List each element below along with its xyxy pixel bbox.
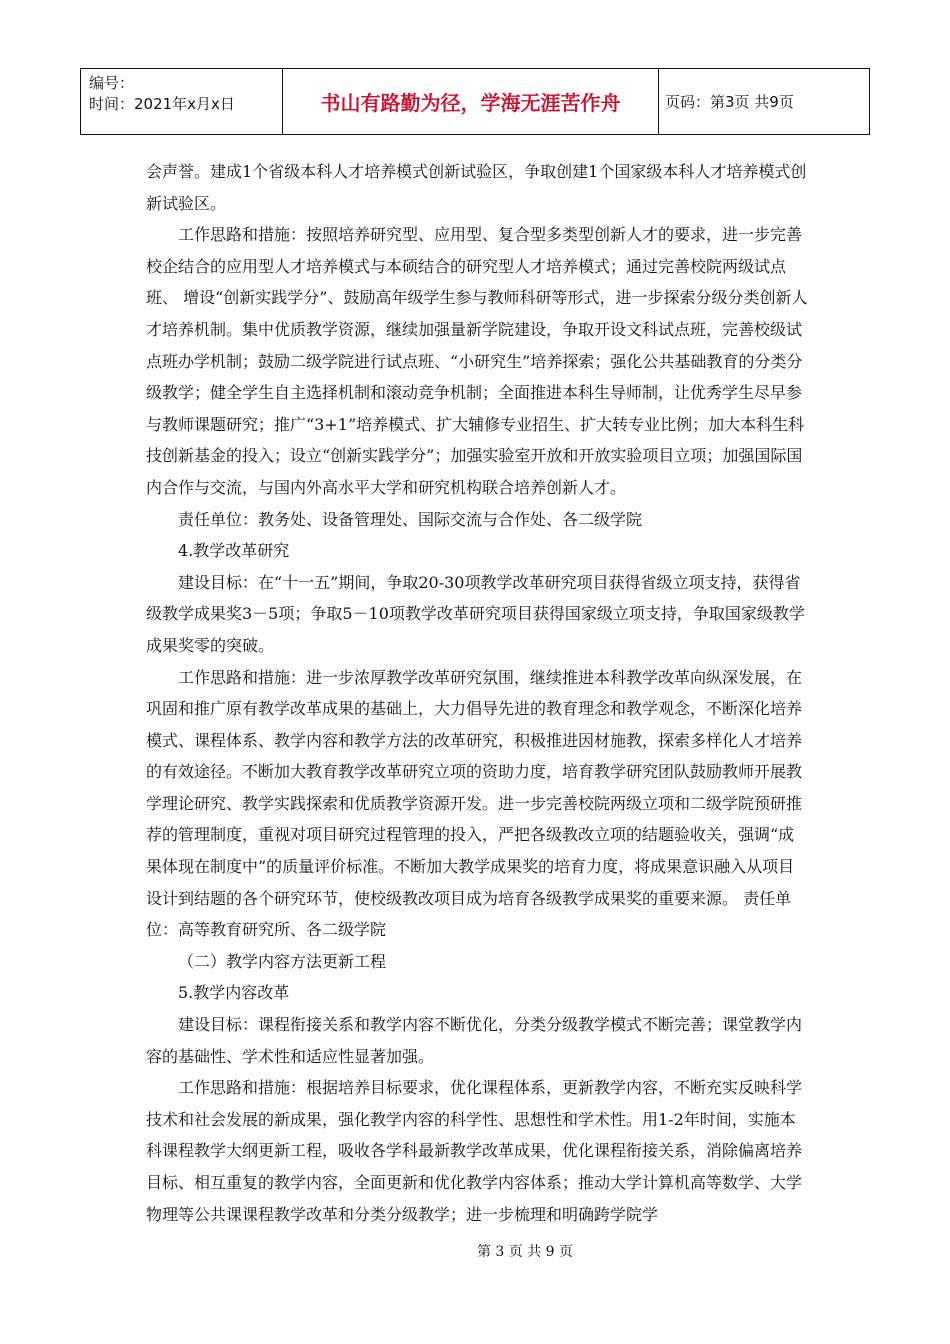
- page-header: [80, 68, 870, 135]
- paragraph: 会声誉。建成1个省级本科人才培养模式创新试验区，争取创建1个国家级本科人才培养模式创新试验区。: [146, 162, 807, 213]
- section-heading: 4.教学改革研究: [178, 541, 290, 561]
- paragraph: 工作思路和措施：按照培养研究型、应用型、复合型多类型创新人才的要求，进一步完善校企结合的应用型人才培养模式与本硕结合的研究型人才培养模式；通过完善校院两级试点班、 增设“创新实践学分”、鼓励高年级学生参与教师科研等形式，进一步探索分级分类创新人才培养机制。集中优质教学资源，继续加强量新学院建设，争取开设文科试点班，完善校级试点班办学机制；鼓励二级学院进行试点班、“小研究生”培养探索；强化公共基础教育的分类分级教学；健全学生自主选择机制和滚动竞争机制；全面推进本科生导师制，让优秀学生尽早参与教师课题研究；推广“3+1”培养模式、扩大辅修专业招生、扩大转专业比例；加大本科生科技创新基金的投入；设立“创新实践学分”；加强实验室开放和开放实验项目立项；加强国际国内合作与交流，与国内外高水平大学和研究机构联合培养创新人才。: [146, 225, 808, 497]
- paragraph: 工作思路和措施：进一步浓厚教学改革研究氛围，继续推进本科教学改革向纵深发展，在巩固和推广原有教学改革成果的基础上，大力倡导先进的教育理念和教学观念，不断深化培养模式、课程体系、教学内容和教学方法的改革研究，积极推进因材施教，探索多样化人才培养的有效途径。不断加大教育教学改革研究立项的资助力度，培育教学研究团队鼓励教师开展教学理论研究、教学实践探索和优质教学资源开发。进一步完善校院两级立项和二级学院预研推荐的管理制度，重视对项目研究过程管理的投入，严把各级教改立项的结题验收关，强调“成果体现在制度中”的质量评价标准。不断加大教学成果奖的培育力度，将成果意识融入从项目设计到结题的各个研究环节，使校级教改项目成为培育各级教学成果奖的重要来源。 责任单位：高等教育研究所、各二级学院: [146, 667, 803, 940]
- paragraph: 责任单位：教务处、设备管理处、国际交流与合作处、各二级学院: [178, 509, 643, 529]
- section-heading: 5.教学内容改革: [178, 983, 290, 1003]
- paragraph: 工作思路和措施：根据培养目标要求，优化课程体系，更新教学内容，不断充实反映科学技术和社会发展的新成果，强化教学内容的科学性、思想性和学术性。用1-2年时间，实施本科课程教学大纲更新工程，吸收各学科最新教学改革成果，优化课程衔接关系，消除偏离培养目标、相互重复的教学内容，全面更新和优化教学内容体系；推动大学计算机高等数学、大学物理等公共课课程教学改革和分类分级教学；进一步梳理和明确跨学院学: [146, 1078, 803, 1224]
- header-page-info: 页码：第3页 共9页: [665, 93, 794, 111]
- document-time: 时间：2021年x月x日: [89, 95, 235, 113]
- document-number: 编号：: [89, 74, 135, 92]
- paragraph: 建设目标：课程衔接关系和教学内容不断优化，分类分级教学模式不断完善；课堂教学内容的基础性、学术性和适应性显著加强。: [146, 1015, 803, 1066]
- header-meta: [81, 69, 283, 134]
- header-motto: 书山有路勤为径，学海无涯苦作舟: [283, 69, 659, 134]
- section-heading: （二）教学内容方法更新工程: [178, 951, 387, 971]
- page-footer: 第 3 页 共 9 页: [476, 1244, 574, 1260]
- paragraph: 建设目标：在“十一五”期间，争取20-30项教学改革研究项目获得省级立项支持，获得省级教学成果奖3－5项；争取5－10项教学改革研究项目获得国家级立项支持，争取国家级教学成果奖零的突破。: [146, 572, 805, 655]
- document-body: [146, 156, 808, 1230]
